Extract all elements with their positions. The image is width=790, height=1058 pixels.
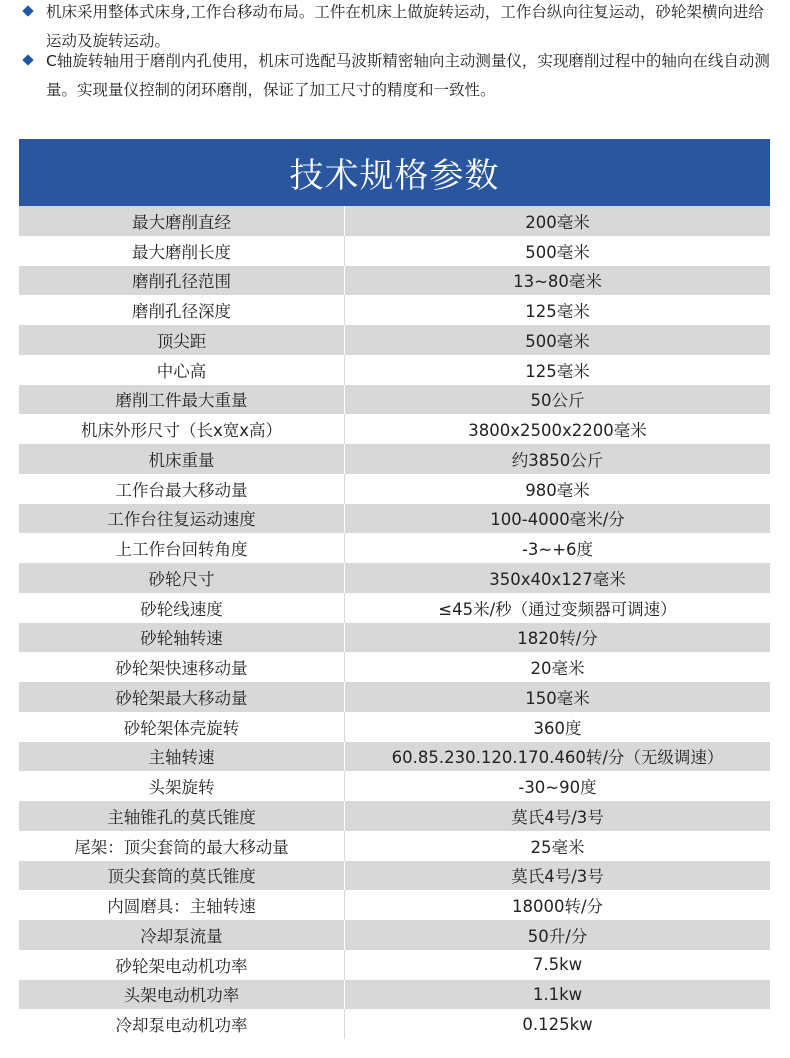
spec-value: 0.125kw bbox=[522, 1014, 593, 1034]
table-row bbox=[19, 295, 770, 325]
spec-label: 砂轮架电动机功率 bbox=[19, 950, 345, 980]
table-row bbox=[19, 742, 770, 772]
spec-label: 砂轮架最大移动量 bbox=[19, 682, 345, 712]
spec-label: 内圆磨具：主轴转速 bbox=[19, 890, 345, 920]
spec-label: 冷却泵电动机功率 bbox=[19, 1009, 345, 1039]
table-row bbox=[19, 563, 770, 593]
table-row bbox=[19, 980, 770, 1010]
spec-value: 13~80毫米 bbox=[513, 272, 602, 292]
spec-value: 200毫米 bbox=[525, 212, 590, 232]
spec-label: 磨削孔径范围 bbox=[19, 266, 345, 296]
spec-value: 25毫米 bbox=[530, 837, 585, 857]
spec-value: 1.1kw bbox=[532, 984, 583, 1004]
intro-bullet bbox=[24, 47, 770, 105]
spec-value: 980毫米 bbox=[525, 480, 590, 500]
spec-value: 500毫米 bbox=[525, 331, 590, 351]
spec-label: 磨削工件最大重量 bbox=[19, 385, 345, 415]
table-row bbox=[19, 652, 770, 682]
table-row bbox=[19, 831, 770, 861]
table-row bbox=[19, 206, 770, 236]
spec-label: 砂轮尺寸 bbox=[19, 563, 345, 593]
spec-label: 头架旋转 bbox=[19, 771, 345, 801]
table-row bbox=[19, 593, 770, 623]
spec-label: 砂轮架体壳旋转 bbox=[19, 712, 345, 742]
table-row bbox=[19, 771, 770, 801]
table-row bbox=[19, 533, 770, 563]
spec-label: 冷却泵流量 bbox=[19, 920, 345, 950]
spec-label: 尾架：顶尖套筒的最大移动量 bbox=[19, 831, 345, 861]
spec-value: 18000转/分 bbox=[511, 897, 604, 917]
intro-bullet-text: C轴旋转轴用于磨削内孔使用，机床可选配马波斯精密轴向主动测量仪，实现磨削过程中的轴向在线自动测量。实现量仪控制的闭环磨削，保证了加工尺寸的精度和一致性。 bbox=[46, 52, 770, 99]
spec-value: 50公斤 bbox=[530, 391, 585, 411]
spec-value: 约3850公斤 bbox=[511, 450, 604, 470]
spec-value: 20毫米 bbox=[530, 659, 585, 679]
spec-label: 顶尖套筒的莫氏锥度 bbox=[19, 861, 345, 891]
spec-label: 头架电动机功率 bbox=[19, 980, 345, 1010]
table-row bbox=[19, 444, 770, 474]
diamond-bullet-icon bbox=[22, 54, 33, 65]
spec-table-title: 技术规格参数 bbox=[19, 139, 770, 206]
spec-value: 莫氏4号/3号 bbox=[511, 807, 604, 827]
spec-label: 最大磨削直经 bbox=[19, 206, 345, 236]
spec-value: 125毫米 bbox=[525, 361, 590, 381]
table-row bbox=[19, 474, 770, 504]
spec-label: 主轴转速 bbox=[19, 742, 345, 772]
table-row bbox=[19, 623, 770, 653]
spec-value: 莫氏4号/3号 bbox=[511, 867, 604, 887]
spec-value: -3~+6度 bbox=[521, 540, 594, 560]
table-row bbox=[19, 682, 770, 712]
table-row bbox=[19, 950, 770, 980]
spec-value: ≤45米/秒（通过变频器可调速） bbox=[438, 599, 677, 619]
spec-value: 360度 bbox=[533, 718, 582, 738]
spec-label: 最大磨削长度 bbox=[19, 236, 345, 266]
spec-value: 1820转/分 bbox=[517, 629, 598, 649]
spec-value: 150毫米 bbox=[525, 688, 590, 708]
spec-label: 砂轮线速度 bbox=[19, 593, 345, 623]
table-row bbox=[19, 920, 770, 950]
table-row bbox=[19, 712, 770, 742]
table-row bbox=[19, 355, 770, 385]
spec-table bbox=[19, 139, 770, 1039]
spec-label: 上工作台回转角度 bbox=[19, 533, 345, 563]
spec-value: 100-4000毫米/分 bbox=[490, 510, 625, 530]
spec-label: 机床重量 bbox=[19, 444, 345, 474]
spec-label: 砂轮轴转速 bbox=[19, 623, 345, 653]
spec-label: 工作台最大移动量 bbox=[19, 474, 345, 504]
spec-table-body bbox=[19, 206, 770, 1039]
spec-label: 机床外形尺寸（长x宽x高） bbox=[19, 414, 345, 444]
spec-value: 125毫米 bbox=[525, 302, 590, 322]
table-row bbox=[19, 325, 770, 355]
spec-label: 磨削孔径深度 bbox=[19, 295, 345, 325]
table-row bbox=[19, 861, 770, 891]
spec-value: 350x40x127毫米 bbox=[489, 569, 626, 589]
diamond-bullet-icon bbox=[22, 5, 33, 16]
spec-value: 7.5kw bbox=[532, 955, 583, 975]
table-row bbox=[19, 266, 770, 296]
table-row bbox=[19, 236, 770, 266]
table-row bbox=[19, 890, 770, 920]
spec-label: 中心高 bbox=[19, 355, 345, 385]
table-row bbox=[19, 801, 770, 831]
spec-value: 60.85.230.120.170.460转/分（无级调速） bbox=[391, 748, 724, 768]
intro-bullet-text: 机床采用整体式床身,工作台移动布局。工件在机床上做旋转运动，工作台纵向往复运动，砂轮架横向进给运动及旋转运动。 bbox=[46, 3, 764, 50]
spec-label: 主轴锥孔的莫氏锥度 bbox=[19, 801, 345, 831]
spec-value: 50升/分 bbox=[527, 926, 588, 946]
spec-label: 顶尖距 bbox=[19, 325, 345, 355]
table-row bbox=[19, 1009, 770, 1039]
table-row bbox=[19, 385, 770, 415]
spec-value: 500毫米 bbox=[525, 242, 590, 262]
spec-label: 工作台往复运动速度 bbox=[19, 504, 345, 534]
spec-value: 3800x2500x2200毫米 bbox=[468, 421, 647, 441]
table-row bbox=[19, 414, 770, 444]
table-row bbox=[19, 504, 770, 534]
spec-label: 砂轮架快速移动量 bbox=[19, 652, 345, 682]
spec-value: -30~90度 bbox=[518, 778, 597, 798]
